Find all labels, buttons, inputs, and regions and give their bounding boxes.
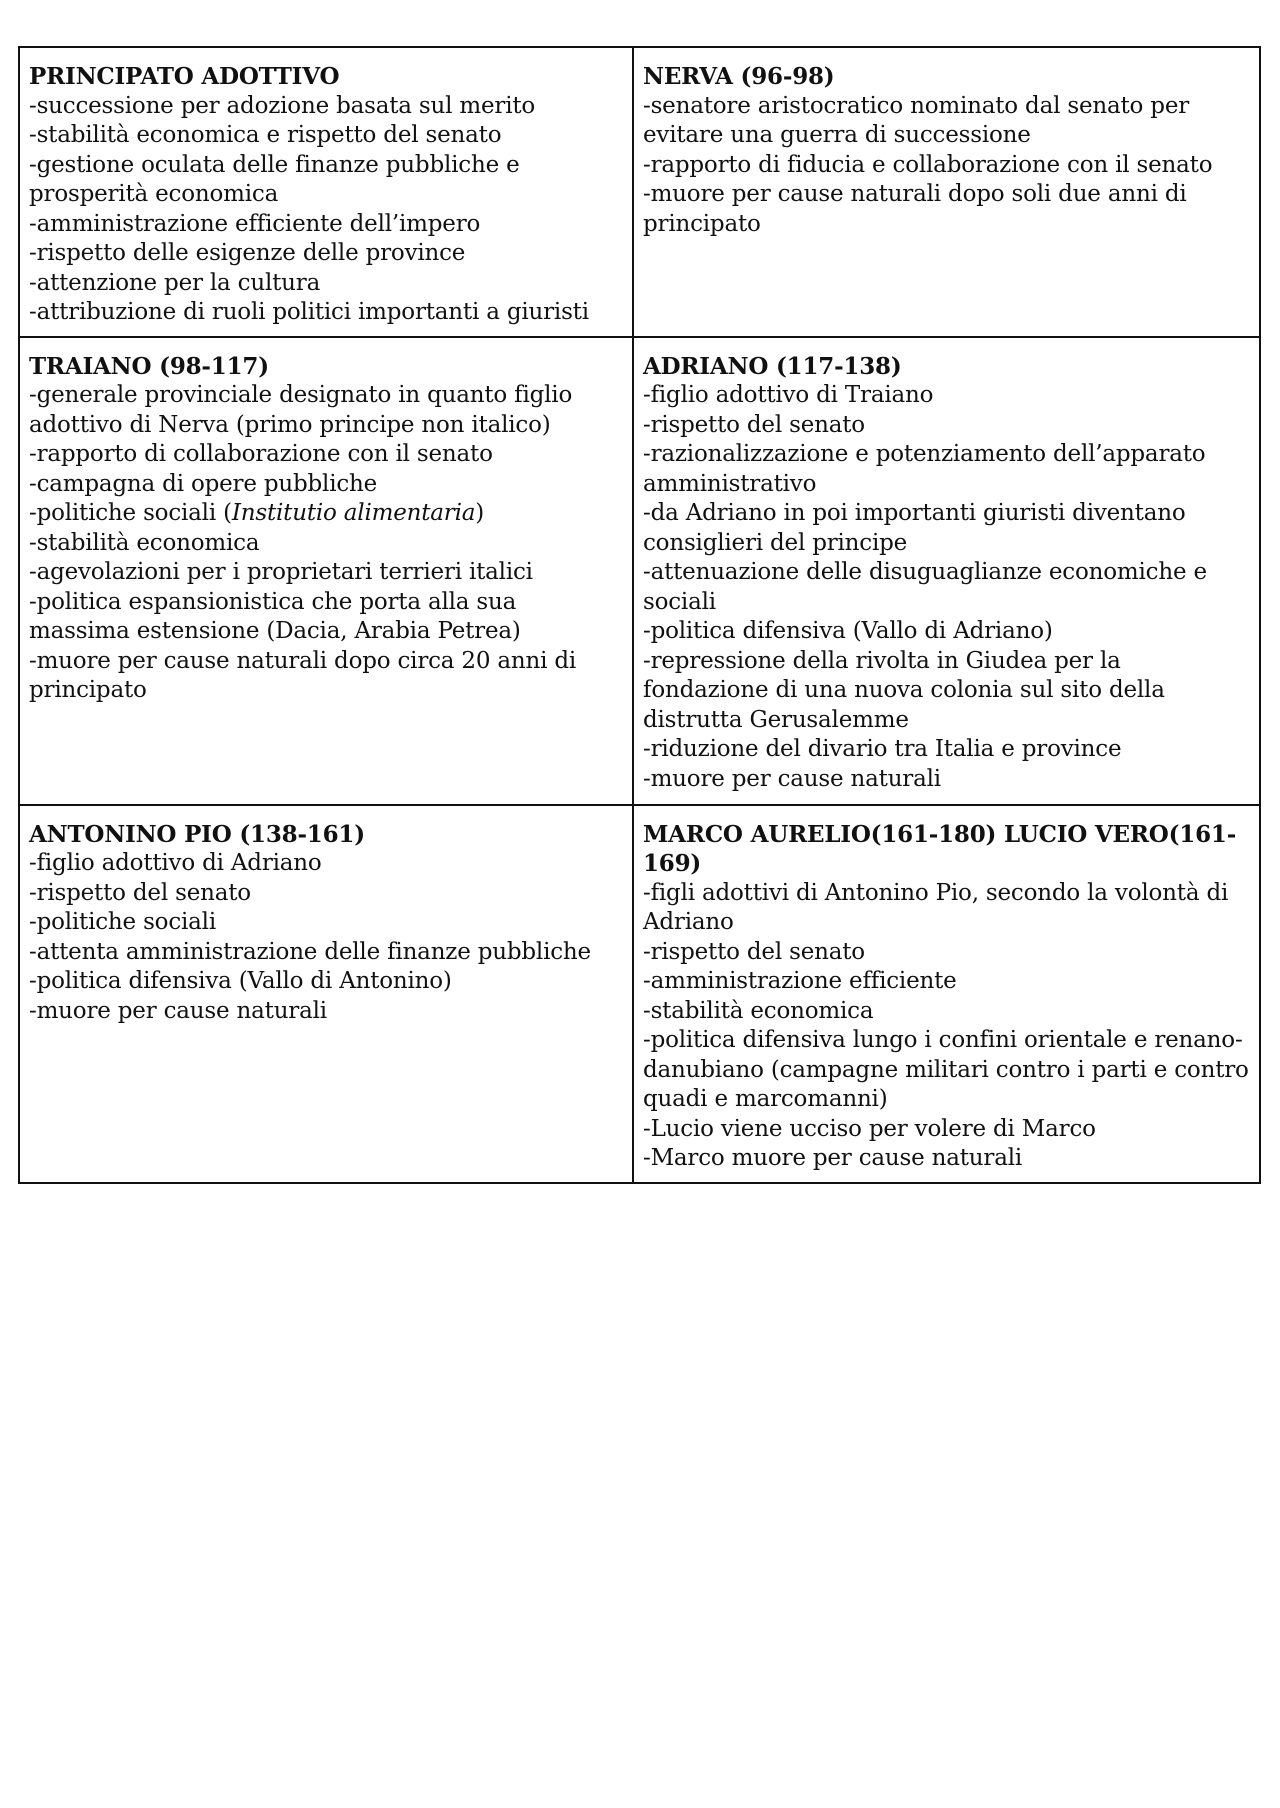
list-item: -muore per cause naturali (29, 997, 327, 1024)
list-item: -repressione della rivolta in Giudea per la fondazione di una nuova colonia sul sito della distrutta Gerusalemme (643, 647, 1165, 733)
cell-adriano (633, 337, 1260, 805)
list-item: -Lucio viene ucciso per volere di Marco (643, 1115, 1096, 1142)
cell-title: NERVA (96-98) (643, 63, 835, 90)
list-item: -generale provinciale designato in quanto figlio adottivo di Nerva (primo principe non italico) (29, 382, 573, 438)
list-item: -figlio adottivo di Adriano (29, 850, 322, 876)
list-item: -Marco muore per cause naturali (643, 1145, 1023, 1171)
table-row (19, 805, 1260, 1183)
table-row (19, 337, 1260, 805)
list-item (29, 499, 623, 529)
cell-nerva (633, 47, 1260, 337)
social-prefix: -politiche sociali ( (29, 500, 232, 526)
list-item: -riduzione del divario tra Italia e province (643, 736, 1122, 762)
cell-title: MARCO AURELIO(161-180) LUCIO VERO(161-169) (643, 820, 1237, 877)
cell-traiano (19, 337, 633, 805)
list-item: -politiche sociali (29, 909, 216, 935)
list-item: -amministrazione efficiente (643, 968, 957, 994)
list-item: -rispetto delle esigenze delle province (29, 240, 466, 266)
list-item: -attenta amministrazione delle finanze pubbliche (29, 938, 591, 965)
list-item: -gestione oculata delle finanze pubbliche e prosperità economica (29, 151, 520, 207)
list-item: -stabilità economica (29, 529, 260, 556)
list-item: -amministrazione efficiente dell’impero (29, 210, 481, 237)
list-item: -rispetto del senato (29, 879, 251, 906)
list-item: -senatore aristocratico nominato dal senato per evitare una guerra di successione (643, 92, 1190, 148)
list-item: -politica difensiva (Vallo di Adriano) (643, 618, 1053, 644)
cell-title: ADRIANO (117-138) (643, 352, 902, 380)
list-item: -rispetto del senato (643, 938, 865, 965)
list-item: -agevolazioni per i proprietari terrieri italici (29, 559, 533, 585)
list-item: -figlio adottivo di Traiano (643, 382, 934, 408)
cell-title: TRAIANO (98-117) (29, 352, 269, 380)
list-item: -politica difensiva (Vallo di Antonino) (29, 968, 452, 994)
list-item: -figli adottivi di Antonino Pio, secondo la volontà di Adriano (643, 879, 1229, 935)
list-item: -politica difensiva lungo i confini orientale e renano-danubiano (campagne militari contro i parti e contro quadi e marcomanni) (643, 1027, 1249, 1112)
list-item: -muore per cause naturali dopo circa 20 anni di principato (29, 647, 577, 703)
list-item: -da Adriano in poi importanti giuristi diventano consiglieri del principe (643, 500, 1186, 556)
table-row (19, 47, 1260, 337)
list-item: -stabilità economica (643, 997, 874, 1024)
cell-title: ANTONINO PIO (138-161) (29, 820, 365, 848)
list-item: -rapporto di fiducia e collaborazione con il senato (643, 151, 1213, 178)
cell-principato-adottivo (19, 47, 633, 337)
social-suffix: ) (475, 500, 485, 526)
list-item: -rispetto del senato (643, 411, 865, 438)
list-item: -campagna di opere pubbliche (29, 470, 378, 497)
list-item: -rapporto di collaborazione con il senato (29, 441, 493, 467)
emperors-table (18, 46, 1261, 1184)
institutio-alimentaria: Institutio alimentaria (231, 500, 476, 526)
list-item: -politica espansionistica che porta alla sua massima estensione (Dacia, Arabia Petrea) (29, 588, 521, 644)
list-item: -attenzione per la cultura (29, 269, 321, 296)
list-item: -stabilità economica e rispetto del senato (29, 122, 502, 148)
cell-antonino-pio (19, 805, 633, 1183)
list-item: -muore per cause naturali dopo soli due anni di principato (643, 181, 1187, 237)
list-item: -attenuazione delle disuguaglianze economiche e sociali (643, 559, 1207, 615)
cell-title: PRINCIPATO ADOTTIVO (29, 63, 340, 90)
cell-marco-aurelio-lucio-vero (633, 805, 1260, 1183)
list-item: -razionalizzazione e potenziamento dell’apparato amministrativo (643, 441, 1206, 497)
list-item: -attribuzione di ruoli politici importanti a giuristi (29, 299, 589, 325)
list-item: -muore per cause naturali (643, 765, 941, 792)
list-item: -successione per adozione basata sul merito (29, 92, 536, 119)
